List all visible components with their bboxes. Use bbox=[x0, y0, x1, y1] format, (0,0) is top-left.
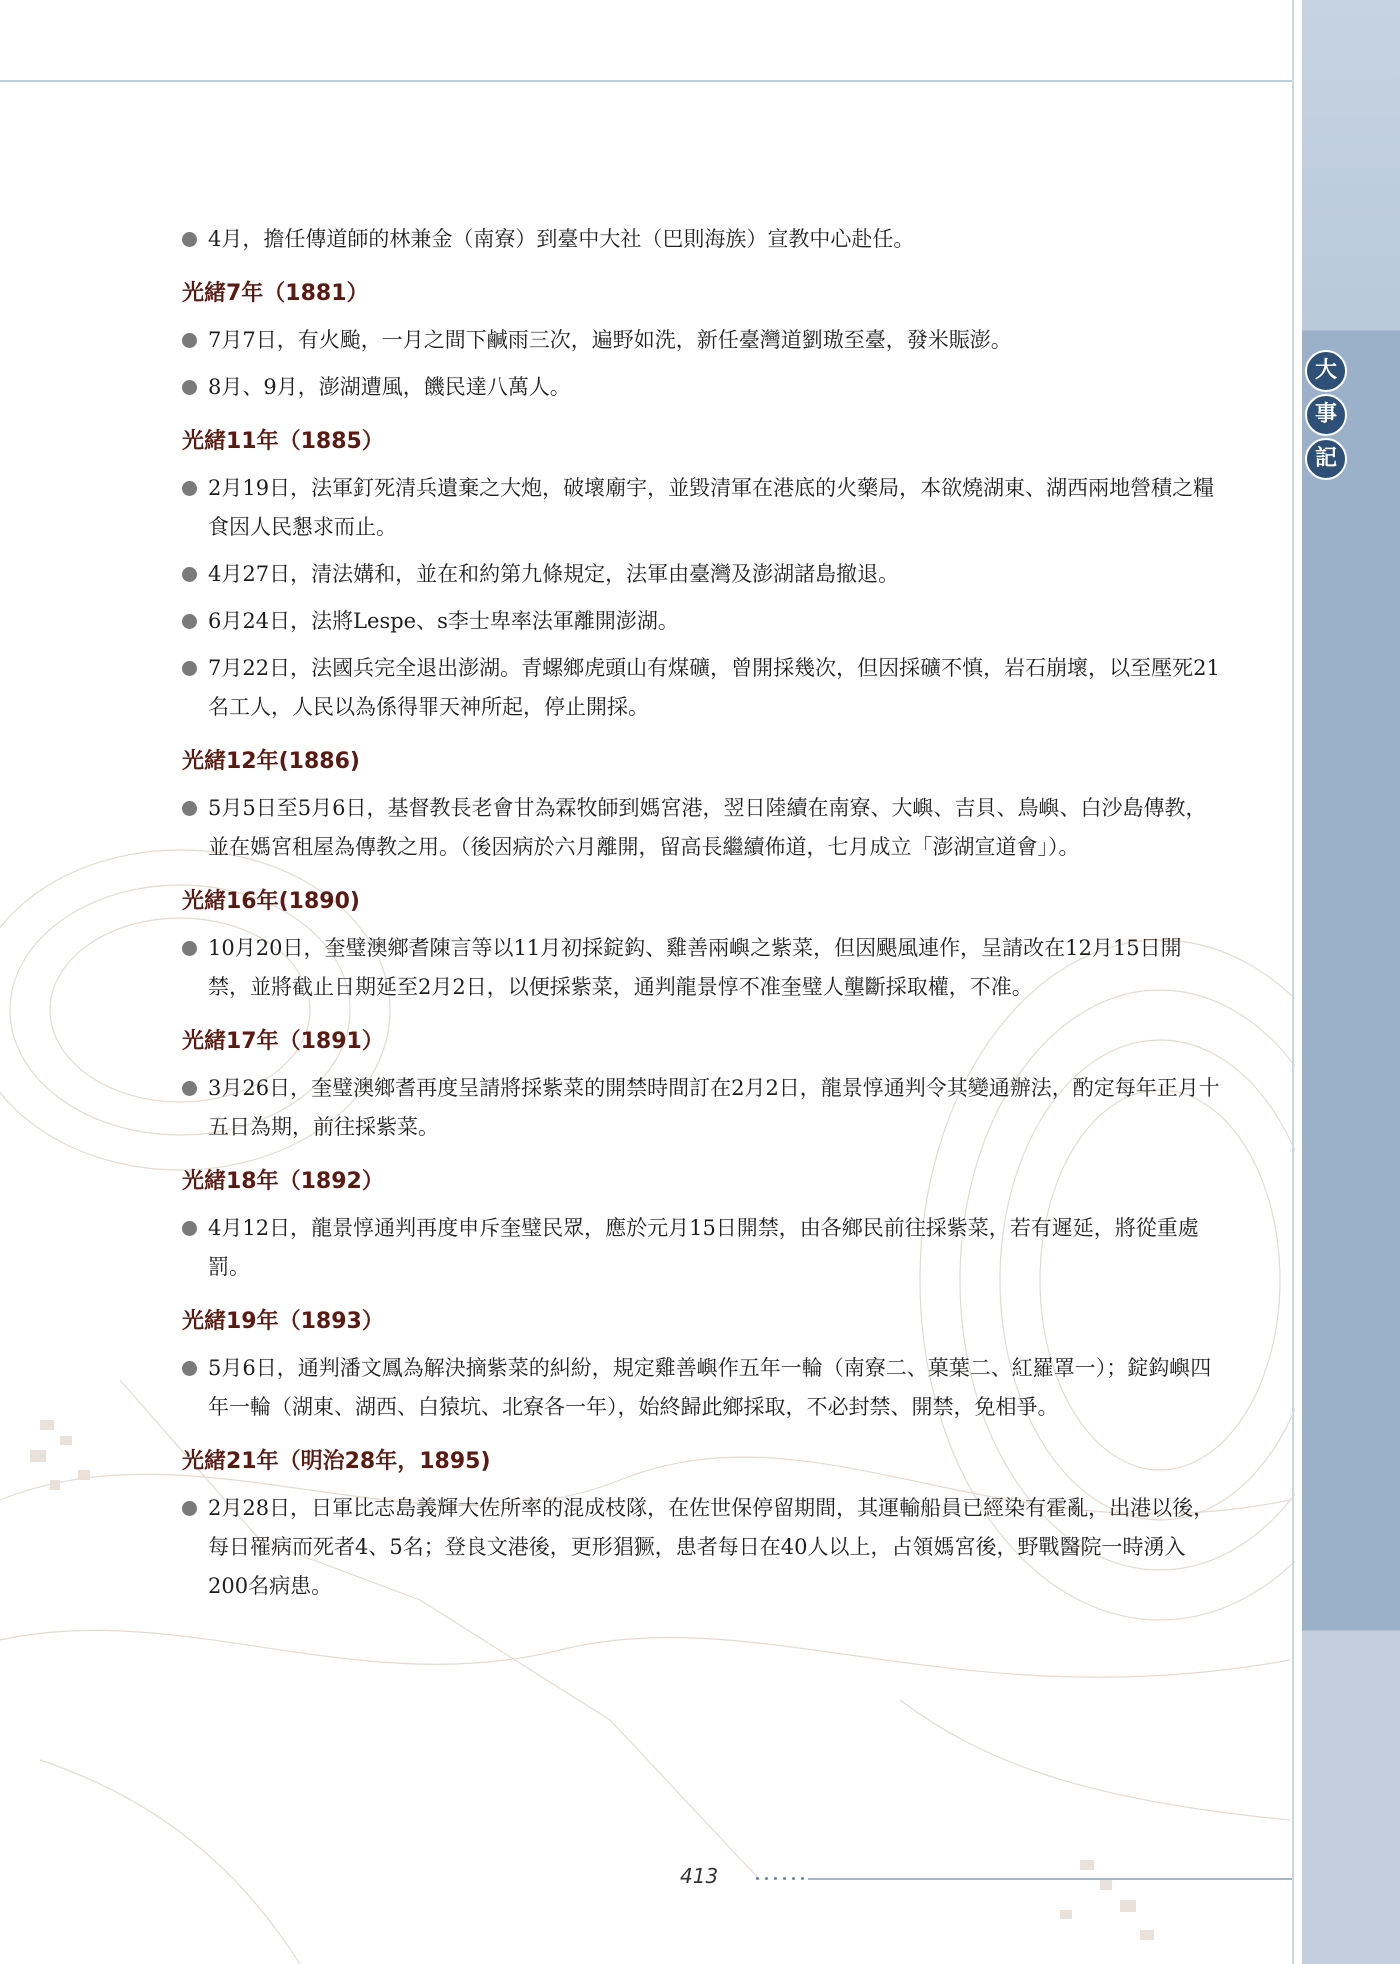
year-heading: 光緒16年(1890) bbox=[182, 889, 360, 914]
chronology-content bbox=[182, 220, 1222, 1626]
event-entry: 5月5日至5月6日，基督教長老會甘為霖牧師到媽宮港，翌日陸續在南寮、大嶼、吉貝、鳥嶼、白沙島傳教，並在媽宮租屋為傳教之用。（後因病於六月離開，留高長繼續佈道，七月成立「澎湖宣道會」）。 bbox=[182, 789, 1222, 867]
event-entry: 10月20日，奎璧澳鄉耆陳言等以11月初採錠鈎、雞善兩嶼之紫菜，但因颶風連作，呈請改在12月15日開禁，並將截止日期延至2月2日，以便採紫菜，通判龍景惇不准奎璧人壟斷採取權，不准。 bbox=[182, 929, 1222, 1007]
event-entry: 3月26日，奎璧澳鄉耆再度呈請將採紫菜的開禁時間訂在2月2日，龍景惇通判令其變通辦法，酌定每年正月十五日為期，前往採紫菜。 bbox=[182, 1069, 1222, 1147]
top-rule bbox=[0, 80, 1292, 82]
event-entry: 6月24日，法將Lespe、s李士卑率法軍離開澎湖。 bbox=[182, 602, 1222, 641]
event-entry: 4月12日，龍景惇通判再度申斥奎璧民眾，應於元月15日開禁，由各鄉民前往採紫菜，若有遲延，將從重處罰。 bbox=[182, 1209, 1222, 1287]
event-entry: 4月27日，清法媾和，並在和約第九條規定，法軍由臺灣及澎湖諸島撤退。 bbox=[182, 555, 1222, 594]
year-section-1885 bbox=[182, 427, 1222, 727]
year-section-1893 bbox=[182, 1307, 1222, 1427]
event-entry: 7月7日，有火颱，一月之間下鹹雨三次，遍野如洗，新任臺灣道劉璈至臺，發米賑澎。 bbox=[182, 321, 1222, 360]
event-entry: 5月6日，通判潘文鳳為解決摘紫菜的糾紛，規定雞善嶼作五年一輪（南寮二、菓葉二、紅羅罩一）；錠鈎嶼四年一輪（湖東、湖西、白猿坑、北寮各一年），始終歸此鄉採取，不必封禁、開禁，免相爭。 bbox=[182, 1349, 1222, 1427]
footer-dots bbox=[756, 1877, 804, 1880]
event-entry: 7月22日，法國兵完全退出澎湖。青螺鄉虎頭山有煤礦，曾開採幾次，但因採礦不慎，岩石崩壞，以至壓死21名工人，人民以為係得罪天神所起，停止開採。 bbox=[182, 649, 1222, 727]
right-edge-line bbox=[1292, 0, 1294, 1964]
year-heading: 光緒7年（1881） bbox=[182, 281, 369, 306]
footer-rule bbox=[808, 1878, 1292, 1880]
chapter-tab-char: 大 bbox=[1305, 350, 1347, 392]
year-heading: 光緒19年（1893） bbox=[182, 1309, 384, 1334]
year-heading: 光緒12年(1886) bbox=[182, 749, 360, 774]
event-entry: 4月，擔任傳道師的林兼金（南寮）到臺中大社（巴則海族）宣教中心赴任。 bbox=[182, 220, 1222, 259]
year-section-1892 bbox=[182, 1167, 1222, 1287]
side-band bbox=[1302, 0, 1400, 1964]
event-entry: 8月、9月，澎湖遭風，饑民達八萬人。 bbox=[182, 368, 1222, 407]
page-number: 413 bbox=[680, 1864, 719, 1888]
year-heading: 光緒21年（明治28年，1895) bbox=[182, 1449, 491, 1474]
event-entry: 2月28日，日軍比志島義輝大佐所率的混成枝隊，在佐世保停留期間，其運輸船員已經染有霍亂，出港以後，每日罹病而死者4、5名；登良文港後，更形猖獗，患者每日在40人以上，占領媽宮後，野戰醫院一時湧入200名病患。 bbox=[182, 1489, 1222, 1606]
chapter-tab-char: 事 bbox=[1305, 394, 1347, 436]
year-section-1895 bbox=[182, 1447, 1222, 1606]
intro-section bbox=[182, 220, 1222, 259]
year-section-1886 bbox=[182, 747, 1222, 867]
chapter-tab-char: 記 bbox=[1305, 438, 1347, 480]
year-heading: 光緒18年（1892） bbox=[182, 1169, 384, 1194]
year-section-1891 bbox=[182, 1027, 1222, 1147]
year-heading: 光緒17年（1891） bbox=[182, 1029, 384, 1054]
event-entry: 2月19日，法軍釘死清兵遺棄之大炮，破壞廟宇，並毀清軍在港底的火藥局，本欲燒湖東、湖西兩地營積之糧食因人民懇求而止。 bbox=[182, 469, 1222, 547]
year-heading: 光緒11年（1885） bbox=[182, 429, 384, 454]
year-section-1890 bbox=[182, 887, 1222, 1007]
year-section-1881 bbox=[182, 279, 1222, 407]
chapter-tab bbox=[1306, 350, 1346, 480]
